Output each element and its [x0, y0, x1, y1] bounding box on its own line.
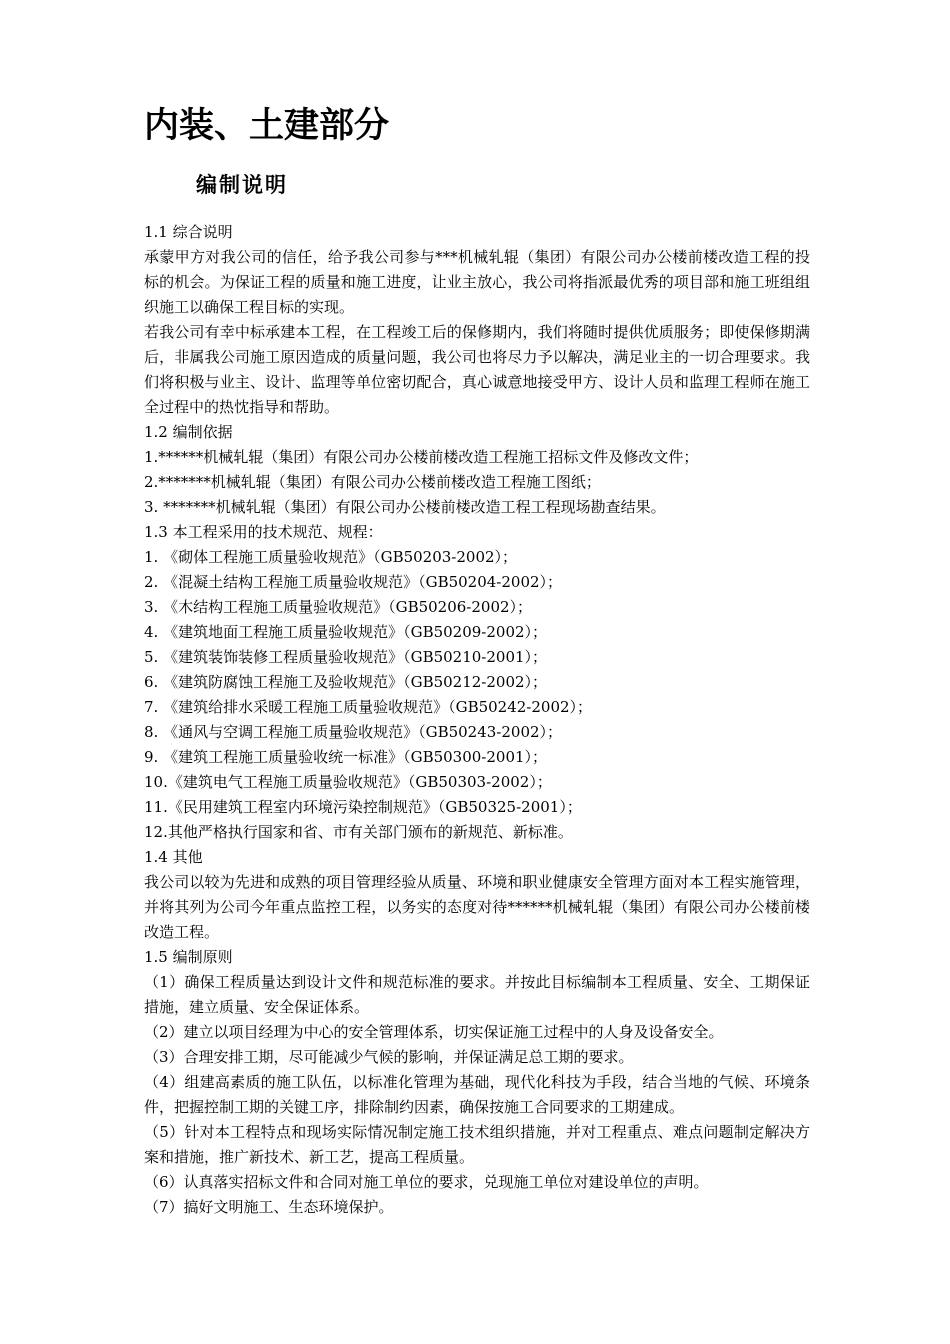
heading-1-2: 1.2 编制依据: [144, 423, 233, 441]
list-item: 2.*******机械轧辊（集团）有限公司办公楼前楼改造工程施工图纸；: [144, 473, 601, 491]
list-item: 2. 《混凝土结构工程施工质量验收规范》（GB50204-2002）；: [144, 573, 563, 591]
list-item: 6. 《建筑防腐蚀工程施工及验收规范》（GB50212-2002）；: [144, 673, 548, 691]
paragraph: 若我公司有幸中标承建本工程，在工程竣工后的保修期内，我们将随时提供优质服务；即使保修期满后，非属我公司施工原因造成的质量问题，我公司也将尽力予以解决，满足业主的一切合理要求。我们将积极与业主、设计、监理等单位密切配合，真心诚意地接受甲方、设计人员和监理工程师在施工全过程中的热忱指导和帮助。: [144, 323, 810, 416]
list-item: （3）合理安排工期，尽可能减少气候的影响，并保证满足总工期的要求。: [144, 1048, 634, 1066]
heading-1-4: 1.4 其他: [144, 848, 203, 866]
document-title: 内装、土建部分: [144, 106, 390, 146]
list-item: 11.《民用建筑工程室内环境污染控制规范》（GB50325-2001）；: [144, 798, 582, 816]
list-item: 4. 《建筑地面工程施工质量验收规范》（GB50209-2002）；: [144, 623, 548, 641]
heading-1-5: 1.5 编制原则: [144, 948, 233, 966]
list-item: （2）建立以项目经理为中心的安全管理体系，切实保证施工过程中的人身及设备安全。: [144, 1023, 724, 1041]
list-item: 10.《建筑电气工程施工质量验收规范》（GB50303-2002）；: [144, 773, 552, 791]
list-item: 1.******机械轧辊（集团）有限公司办公楼前楼改造工程施工招标文件及修改文件；: [144, 448, 699, 466]
list-item: 9. 《建筑工程施工质量验收统一标准》（GB50300-2001）；: [144, 748, 548, 766]
list-item: （4）组建高素质的施工队伍，以标准化管理为基础，现代化科技为手段，结合当地的气候、环境条件，把握控制工期的关键工序，排除制约因素，确保按施工合同要求的工期建成。: [144, 1073, 810, 1116]
list-item: 8. 《通风与空调工程施工质量验收规范》（GB50243-2002）；: [144, 723, 563, 741]
paragraph: 承蒙甲方对我公司的信任，给予我公司参与***机械轧辊（集团）有限公司办公楼前楼改造工程的投标的机会。为保证工程的质量和施工进度，让业主放心，我公司将指派最优秀的项目部和施工班组组织施工以确保工程目标的实现。: [144, 248, 810, 316]
heading-1-1: 1.1 综合说明: [144, 223, 233, 241]
section-heading: 编制说明: [196, 173, 288, 197]
list-item: 3. 《木结构工程施工质量验收规范》（GB50206-2002）；: [144, 598, 533, 616]
list-item: （7）搞好文明施工、生态环境保护。: [144, 1198, 394, 1216]
list-item: 3. *******机械轧辊（集团）有限公司办公楼前楼改造工程工程现场勘查结果。: [144, 498, 666, 516]
list-item: 7. 《建筑给排水采暖工程施工质量验收规范》（GB50242-2002）；: [144, 698, 593, 716]
paragraph: 我公司以较为先进和成熟的项目管理经验从质量、环境和职业健康安全管理方面对本工程实施管理，并将其列为公司今年重点监控工程，以务实的态度对待******机械轧辊（集团）有限公司办公楼前楼改造工程。: [144, 873, 810, 941]
list-item: （1）确保工程质量达到设计文件和规范标准的要求。并按此目标编制本工程质量、安全、工期保证措施，建立质量、安全保证体系。: [144, 973, 810, 1016]
list-item: 1. 《砌体工程施工质量验收规范》（GB50203-2002）；: [144, 548, 518, 566]
document-body: [144, 220, 810, 1220]
list-item: （6）认真落实招标文件和合同对施工单位的要求，兑现施工单位对建设单位的声明。: [144, 1173, 709, 1191]
list-item: 5. 《建筑装饰装修工程质量验收规范》（GB50210-2001）；: [144, 648, 548, 666]
list-item: 12.其他严格执行国家和省、市有关部门颁布的新规范、新标准。: [144, 823, 573, 841]
list-item: （5）针对本工程特点和现场实际情况制定施工技术组织措施，并对工程重点、难点问题制定解决方案和措施，推广新技术、新工艺，提高工程质量。: [144, 1123, 810, 1166]
heading-1-3: 1.3 本工程采用的技术规范、规程：: [144, 523, 383, 541]
